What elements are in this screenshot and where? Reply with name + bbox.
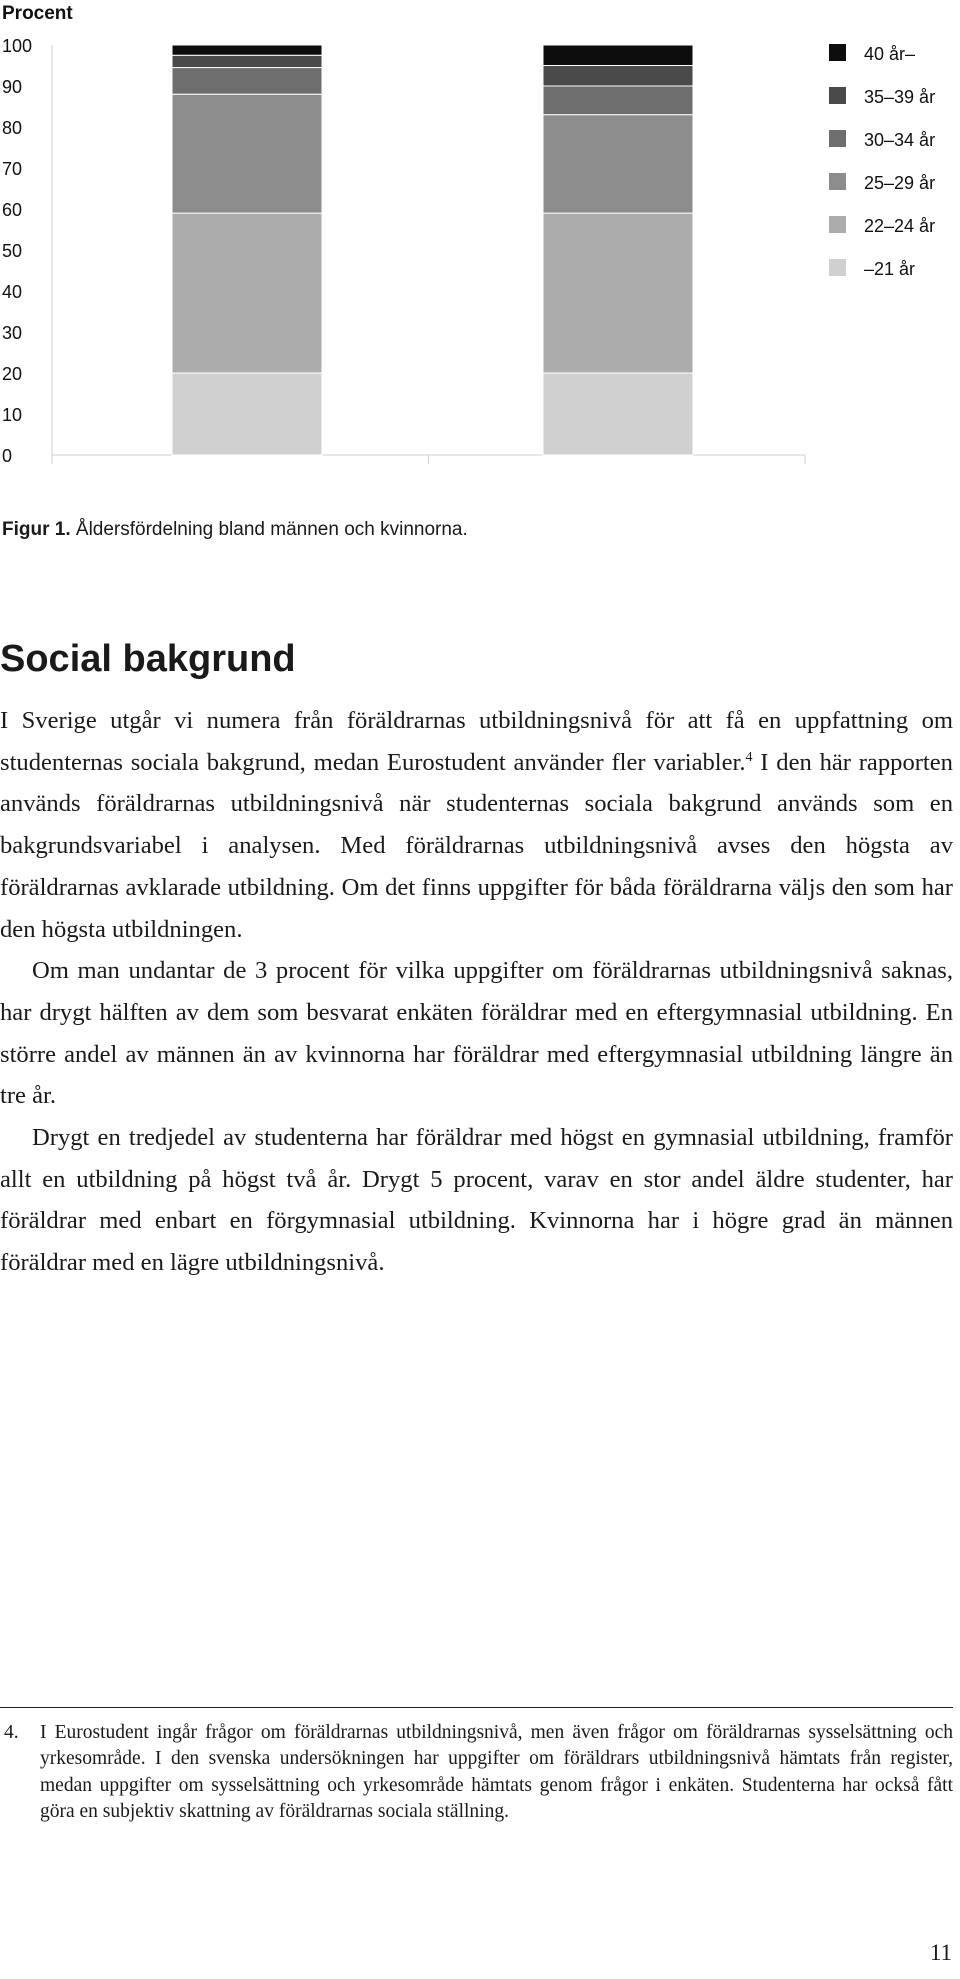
y-tick-label: 70 <box>2 159 23 179</box>
legend-label: 30–34 år <box>864 130 936 150</box>
page-number: 11 <box>929 1940 952 1965</box>
stacked-bar-chart <box>0 0 960 480</box>
footnote-divider <box>0 1707 953 1708</box>
y-tick-label: 60 <box>2 200 23 220</box>
legend-swatch <box>829 130 846 147</box>
y-tick-label: 30 <box>2 323 23 343</box>
bar-segment <box>543 213 693 373</box>
figure-caption-text: Åldersfördelning bland männen och kvinnorna. <box>75 519 468 540</box>
bar-segment <box>172 373 322 455</box>
paragraph-3: Drygt en tredjedel av studenterna har föräldrar med högst en gymnasial utbildning, framför allt en utbildning på högst två år. Drygt 5 procent, varav en stor andel äldre studenter, har föräldrar med enbart en förgymnasial utbildning. Kvinnorna har i högre grad än männen föräldrar med en lägre utbildningsnivå. <box>0 1124 953 1277</box>
legend-swatch <box>829 216 846 233</box>
y-tick-label: 0 <box>2 446 13 466</box>
y-tick-label: 40 <box>2 282 23 302</box>
footnote-number: 4. <box>4 1722 19 1743</box>
footnote-text: I Eurostudent ingår frågor om föräldrarnas utbildningsnivå, men även frågor om föräldrarnas sysselsättning och yrkesområde. I den svenska undersökningen har uppgifter om föräldrars utbildningsnivå hämtats från register, medan uppgifter om sysselsättning och yrkesområde hämtats genom frågor i enkäten. Studenterna har också fått göra en subjektiv skattning av föräldrarnas sociala ställning. <box>40 1722 953 1822</box>
bar-segment <box>172 68 322 95</box>
legend-swatch <box>829 173 846 190</box>
footnote <box>0 1720 953 1825</box>
age-distribution-chart <box>0 0 960 480</box>
legend-label: 35–39 år <box>864 87 936 107</box>
bar-segment <box>543 86 693 115</box>
legend-swatch <box>829 87 846 104</box>
section-title: Social bakgrund <box>0 638 296 680</box>
legend-label: –21 år <box>864 259 916 279</box>
y-tick-label: 100 <box>2 36 33 56</box>
bar-segment <box>543 66 693 87</box>
bar-segment <box>172 94 322 213</box>
y-tick-label: 20 <box>2 364 23 384</box>
legend-label: 25–29 år <box>864 173 936 193</box>
legend-label: 40 år– <box>864 44 916 64</box>
footnote-ref[interactable]: 4 <box>745 749 753 765</box>
y-tick-label: 50 <box>2 241 23 261</box>
figure-caption <box>2 519 468 541</box>
y-axis-title: Procent <box>2 3 73 24</box>
bar-segment <box>543 373 693 455</box>
legend-swatch <box>829 259 846 276</box>
legend-label: 22–24 år <box>864 216 936 236</box>
y-tick-label: 90 <box>2 77 23 97</box>
paragraph-2: Om man undantar de 3 procent för vilka uppgifter om föräldrarnas utbildningsnivå saknas, har drygt hälften av dem som besvarat enkäten föräldrar med en eftergymnasial utbildning. En större andel av männen än av kvinnorna har föräldrar med eftergymnasial utbildning längre än tre år. <box>0 957 953 1110</box>
bar-segment <box>543 45 693 66</box>
y-tick-label: 80 <box>2 118 23 138</box>
section-body <box>0 700 953 1284</box>
bar-segment <box>543 115 693 213</box>
bar-segment <box>172 213 322 373</box>
figure-label: Figur 1. <box>2 519 71 540</box>
y-tick-label: 10 <box>2 405 23 425</box>
bar-segment <box>172 55 322 67</box>
paragraph-1: I Sverige utgår vi numera från föräldrarnas utbildningsnivå för att få en uppfattning om studenternas sociala bakgrund, medan Eurostudent använder fler variabler.$^4$ I den här rapporten används föräldrarnas utbildningsnivå när studenternas sociala bakgrund används som en bakgrundsvariabel i analysen. Med föräldrarnas utbildningsnivå avses den högsta av föräldrarnas avklarade utbildning. Om det finns uppgifter för båda föräldrarna väljs den som har den högsta utbildningen. <box>0 707 953 943</box>
legend-swatch <box>829 44 846 61</box>
bar-segment <box>172 45 322 55</box>
